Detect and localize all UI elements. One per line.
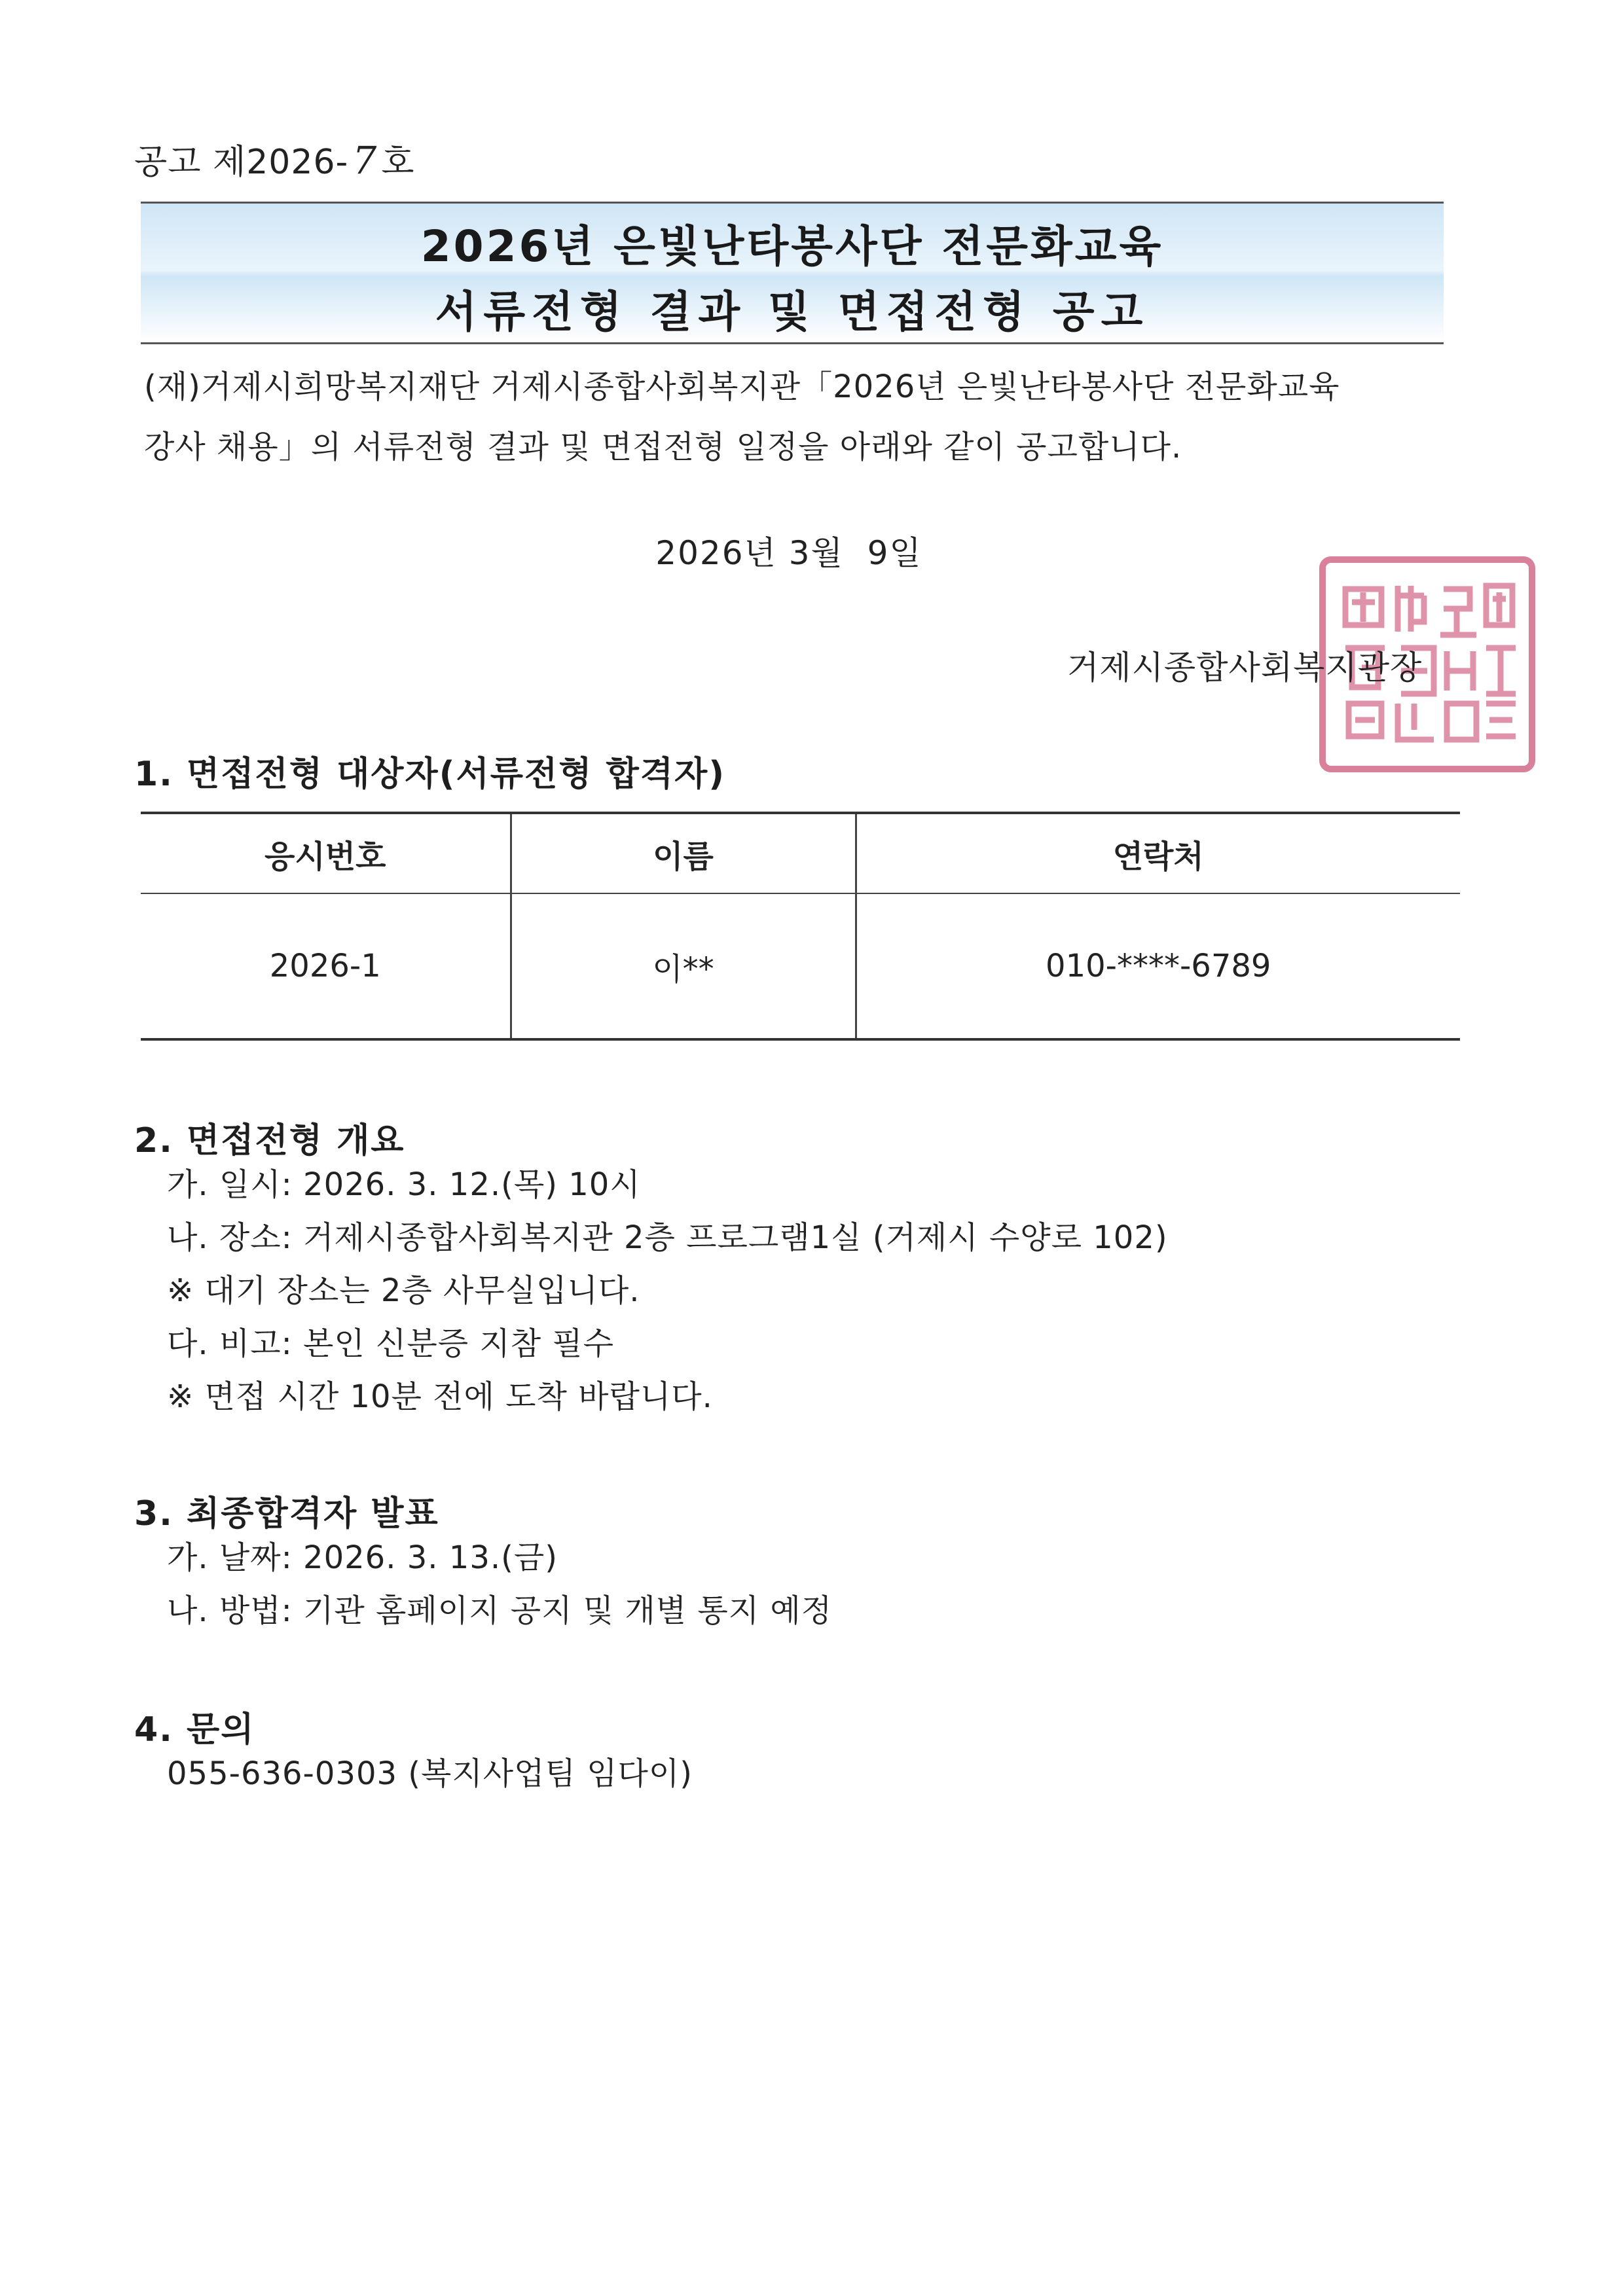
- section-3-heading: 3. 최종합격자 발표: [134, 1494, 439, 1534]
- title-line-1: 2026년 은빛난타봉사단 전문화교육: [420, 221, 1164, 272]
- list-item: ※ 대기 장소는 2층 사무실입니다.: [167, 1272, 640, 1309]
- cell-contact: 010-****-6789: [1046, 948, 1271, 984]
- notice-prefix: 공고 제2026-: [134, 143, 349, 182]
- cell-exam-number: 2026-1: [141, 893, 511, 1038]
- candidate-table: [141, 812, 1460, 1041]
- column-header-contact: 연락처: [856, 814, 1460, 893]
- list-item: 나. 방법: 기관 홈페이지 공지 및 개별 통지 예정: [167, 1592, 833, 1629]
- notice-suffix: 호: [381, 143, 415, 182]
- section-3-list: [167, 1532, 832, 1638]
- title-banner: [141, 202, 1444, 344]
- notice-date: 2026년 3월 9일: [655, 534, 922, 572]
- column-header-name: 이름: [511, 814, 856, 893]
- section-1-heading: 1. 면접전형 대상자(서류전형 합격자): [134, 755, 726, 794]
- intro-line-1: (재)거제시희망복지재단 거제시종합사회복지관「2026년 은빛난타봉사단 전문화교육: [144, 368, 1340, 405]
- intro-line-2: 강사 채용」의 서류전형 결과 및 면접전형 일정을 아래와 같이 공고합니다.: [144, 429, 1182, 465]
- intro-paragraph: [144, 357, 1440, 477]
- notice-number: [134, 134, 414, 183]
- title-line-2: 서류전형 결과 및 면접전형 공고: [435, 287, 1150, 337]
- section-4-heading: 4. 문의: [134, 1710, 255, 1749]
- notice-number-handwritten: 7: [352, 138, 378, 183]
- section-4-list: [167, 1748, 693, 1801]
- table-row: [141, 893, 1460, 1038]
- section-2-heading: 2. 면접전형 개요: [134, 1121, 405, 1160]
- list-item: 가. 날짜: 2026. 3. 13.(금): [167, 1539, 558, 1576]
- list-item: 가. 일시: 2026. 3. 12.(목) 10시: [167, 1166, 641, 1203]
- contact-info: 055-636-0303 (복지사업팀 임다이): [167, 1755, 693, 1792]
- section-2-list: [167, 1158, 1168, 1424]
- table-header-row: [141, 814, 1460, 893]
- issuer-name: 거제시종합사회복지관장: [1067, 649, 1423, 687]
- column-header-exam-number: 응시번호: [141, 814, 511, 893]
- list-item: 다. 비고: 본인 신분증 지참 필수: [167, 1325, 615, 1362]
- list-item: ※ 면접 시간 10분 전에 도착 바랍니다.: [167, 1378, 713, 1415]
- list-item: 나. 장소: 거제시종합사회복지관 2층 프로그램1실 (거제시 수양로 102): [167, 1219, 1168, 1256]
- cell-name: 이**: [511, 893, 856, 1038]
